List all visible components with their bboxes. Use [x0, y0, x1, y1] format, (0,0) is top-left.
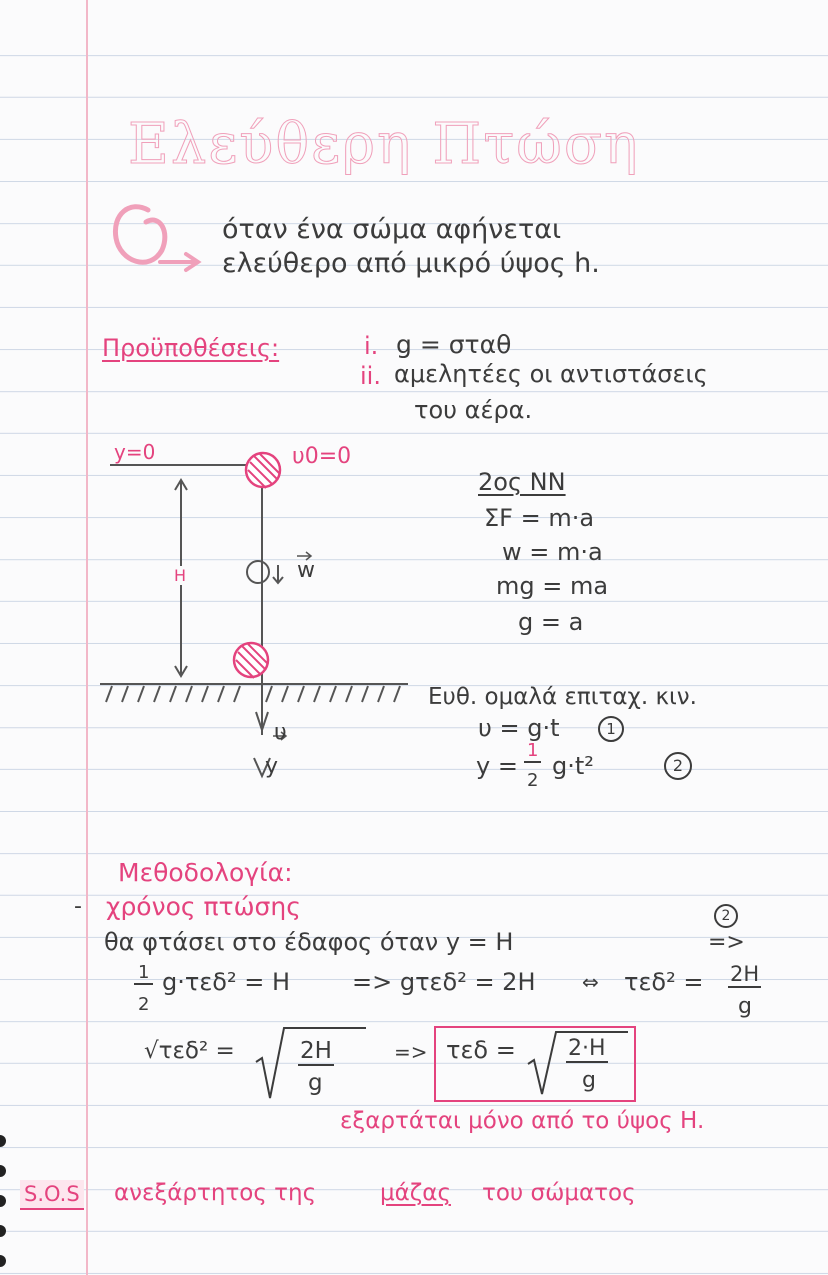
condition-2-line-1: αμελητέες οι αντιστάσεις	[394, 360, 708, 388]
definition-line-2: ελεύθερο από μικρό ύψος h.	[222, 248, 600, 279]
condition-1-text: g = σταθ	[396, 330, 512, 359]
motion-eq-1-tag: 1	[598, 716, 624, 742]
label-H: H	[174, 566, 187, 585]
sos-label: S.O.S	[20, 1180, 84, 1210]
page-title: Ελεύθερη Πτώση	[128, 112, 640, 177]
method-line-2-frac-num: 2H	[730, 962, 760, 986]
method-line-3-frac-num: 2H	[300, 1038, 332, 1064]
method-frac-num: 1	[134, 962, 153, 985]
method-line-2-frac-den: g	[738, 994, 752, 1019]
newton-eq-1: ΣF = m·a	[484, 504, 595, 532]
label-w: w	[297, 558, 315, 583]
label-u0: υ0=0	[292, 444, 352, 469]
motion-eq-1: υ = g·t	[478, 714, 560, 742]
method-line-1: θα φτάσει στο έδαφος όταν y = H	[104, 928, 514, 956]
newton-eq-4: g = a	[518, 608, 584, 636]
label-y0: y=0	[114, 440, 156, 464]
method-line-3-frac-den: g	[308, 1070, 323, 1096]
sos-text-a: ανεξάρτητος της	[114, 1180, 317, 1206]
motion-eq-2-frac-den: 2	[527, 770, 539, 791]
result-frac-den: g	[582, 1068, 596, 1093]
condition-1-number: i.	[364, 332, 379, 360]
definition-line-1: όταν ένα σώμα αφήνεται	[222, 214, 562, 245]
label-y: y	[265, 754, 279, 779]
condition-2-number: ii.	[360, 362, 381, 390]
method-note: εξαρτάται μόνο από το ύψος H.	[340, 1108, 705, 1134]
sos-text-mass: μάζας	[380, 1180, 451, 1206]
newton-eq-3: mg = ma	[496, 572, 609, 600]
label-u: υ	[274, 720, 287, 745]
motion-title: Ευθ. ομαλά επιταχ. κιν.	[428, 684, 697, 710]
method-arrow: =>	[708, 930, 745, 955]
method-line-2c: ⇔	[582, 970, 599, 994]
newton-eq-2: w = m·a	[502, 538, 603, 566]
method-subtitle: χρόνος πτώσης	[106, 892, 301, 921]
result-frac-num: 2·H	[568, 1036, 606, 1061]
method-title: Μεθοδολογία:	[118, 858, 293, 887]
method-line-2b: => gτεδ² = 2H	[352, 968, 536, 996]
method-line-2a: g·τεδ² = H	[162, 968, 291, 996]
method-dash: -	[74, 894, 82, 919]
conditions-label: Προϋποθέσεις:	[102, 334, 280, 362]
motion-eq-2-frac-num: 1	[524, 740, 541, 763]
sos-text-c: του σώματος	[482, 1180, 636, 1206]
motion-eq-2-lhs: y =	[476, 752, 518, 780]
newton-title: 2ος NN	[478, 468, 566, 496]
motion-eq-2-rhs: g·t²	[552, 752, 594, 780]
method-arrow-tag: 2	[714, 904, 738, 928]
motion-eq-2-tag: 2	[664, 752, 692, 780]
condition-2-line-2: του αέρα.	[414, 396, 533, 424]
method-line-3a: √τεδ² =	[144, 1038, 235, 1064]
method-line-3-arrow: =>	[394, 1040, 428, 1064]
method-frac-den: 2	[138, 994, 150, 1015]
method-line-2d: τεδ² =	[624, 968, 704, 996]
result-lhs: τεδ =	[446, 1036, 516, 1064]
